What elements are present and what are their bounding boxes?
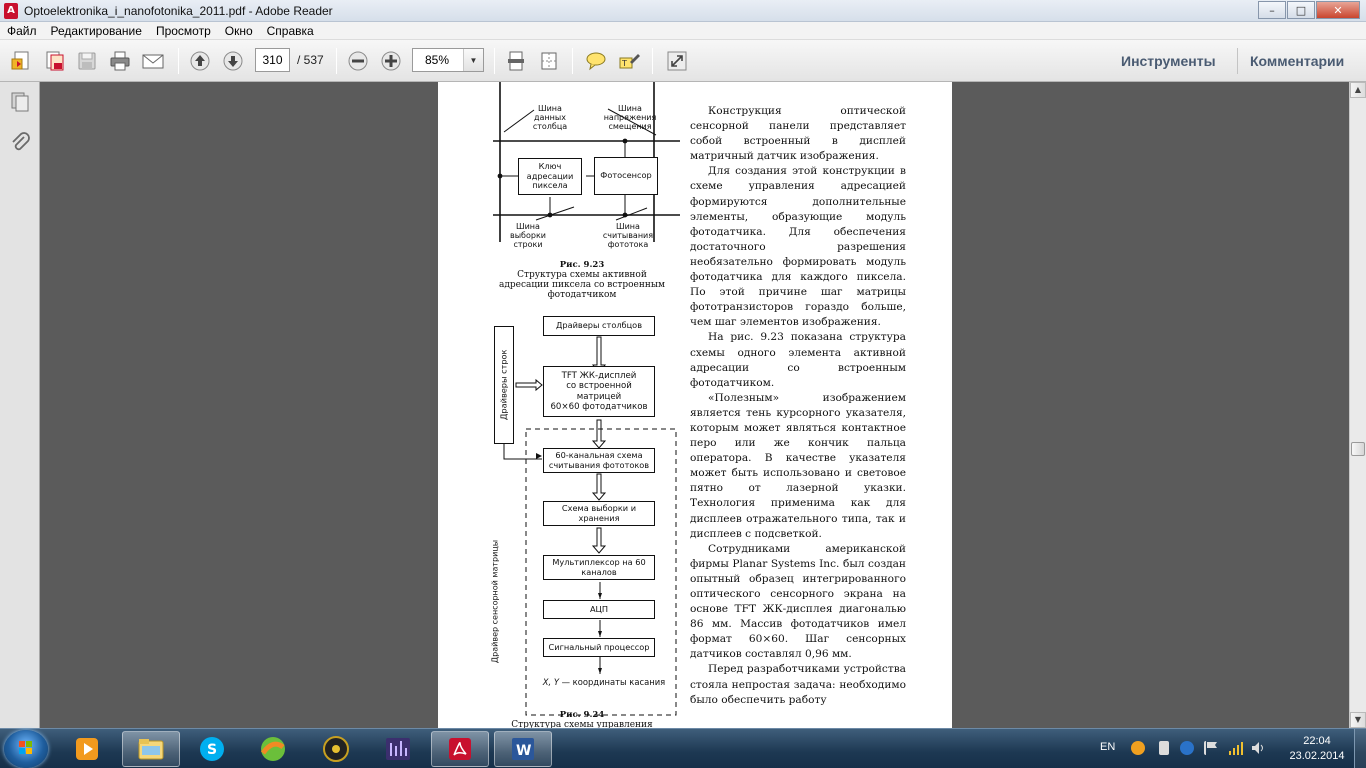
adc-block: АЦП [543, 600, 655, 619]
explorer-icon[interactable] [122, 731, 180, 767]
battery-icon[interactable] [1159, 741, 1169, 755]
photocurrent-read-bus-label: Шина считывания фототока [602, 222, 654, 249]
next-page-icon[interactable] [220, 49, 246, 73]
figure-caption-text: Структура схемы активной адресации пиксела со встроенным фотодатчиком [498, 270, 666, 300]
toolbar-separator [494, 48, 495, 74]
minimize-button[interactable]: – [1258, 1, 1286, 19]
vertical-scrollbar[interactable] [1349, 82, 1366, 728]
toolbar-separator [572, 48, 573, 74]
zoom-in-icon[interactable] [378, 49, 404, 73]
row-select-bus-label: Шина выборки строки [510, 222, 546, 249]
tools-pane-button[interactable]: Инструменты [1121, 53, 1216, 69]
pixel-address-key-block: Ключ адресации пиксела [518, 158, 582, 195]
bias-bus-label: Шина напряжения смещения [603, 104, 657, 131]
update-icon[interactable] [1180, 741, 1194, 755]
zoom-value: 85% [425, 53, 450, 67]
start-button[interactable] [4, 730, 48, 768]
figure-9-24-caption [494, 710, 670, 728]
figure-number: Рис. 9.23 [559, 260, 605, 270]
action-center-flag-icon[interactable] [1204, 741, 1218, 755]
menu-edit[interactable]: Редактирование [50, 23, 142, 38]
language-indicator[interactable]: EN [1100, 741, 1116, 753]
fit-width-icon[interactable] [536, 49, 562, 73]
show-desktop-button[interactable] [1354, 729, 1366, 768]
chevron-down-icon[interactable]: ▼ [463, 49, 483, 71]
adobe-reader-app-icon: A [4, 3, 18, 19]
toolbar-separator [336, 48, 337, 74]
email-icon[interactable] [140, 49, 166, 73]
paragraph: Для создания этой конструкции в схеме управления адресацией формируются дополнительные элементы, образующие модуль фотодатчика. Для обеспечения достаточного разрешения необязательно формировать модуль фотодатчика для каждого пиксела. По этой причине шаг матрицы фототранзисторов гораздо больше, чем шаг элементов изображения. [690, 165, 906, 329]
multiplexer-block: Мультиплексор на 60 каналов [543, 555, 655, 580]
navigation-pane [0, 82, 40, 728]
prev-page-icon[interactable] [187, 49, 213, 73]
page-thumbnails-icon[interactable] [9, 90, 31, 112]
svg-text:S: S [207, 742, 218, 758]
toolbar-separator [1237, 48, 1238, 74]
paragraph: Сотрудниками американской фирмы Planar Systems Inc. был создан опытный образец интегрированного оптического сенсорного экрана на основе TFT ЖК-дисплея диагональю 86 мм. Массив фотодатчиков имел формат 60×60. Шаг сенсорных датчиков составлял 0,96 мм. [690, 542, 906, 661]
data-bus-label: Шина данных столбца [532, 104, 568, 131]
word-icon[interactable] [494, 731, 552, 767]
signal-processor-block: Сигнальный процессор [543, 638, 655, 657]
clock-date: 23.02.2014 [1289, 750, 1345, 762]
full-screen-icon[interactable] [664, 49, 690, 73]
volume-icon[interactable] [1251, 741, 1265, 755]
pdf-page [438, 82, 952, 728]
paragraph: Конструкция оптической сенсорной панели представляет собой встроенный в дисплей матричный датчик изображения. [690, 105, 906, 163]
page-number-input[interactable]: 310 [255, 48, 290, 72]
menu-help[interactable]: Справка [266, 23, 314, 38]
menu-view[interactable]: Просмотр [155, 23, 211, 38]
title-bar [0, 0, 1366, 22]
paragraph: «Полезным» изображением является тень курсорного указателя, которым может являться контактное перо или же кончик пальца оператора. В качестве указателя может быть использовано и световое пятно от лазерной указки. Технология применима как для дисплеев отражательного типа, так и дисплеев с подсветкой. [690, 391, 906, 540]
page-total: / 537 [297, 53, 324, 67]
touch-coordinates-output-label: X, Y — координаты касания [542, 677, 666, 687]
equalizer-app-icon[interactable] [369, 731, 427, 767]
adobe-reader-icon[interactable] [431, 731, 489, 767]
document-view[interactable] [41, 82, 1349, 728]
figure-number: Рис. 9.24 [559, 710, 605, 720]
attachments-icon[interactable] [9, 132, 31, 154]
network-signal-icon[interactable] [1228, 741, 1242, 755]
photosensor-block: Фотосенсор [594, 157, 658, 195]
svg-text:T: T [622, 59, 627, 68]
paragraph: На рис. 9.23 показана структура схемы одного элемента активной адресации со встроенным фотодатчиком. [690, 331, 906, 389]
zoom-select[interactable] [412, 48, 484, 72]
maximize-button[interactable]: □ [1287, 1, 1315, 19]
system-clock[interactable] [1284, 734, 1350, 764]
windows-logo-icon [19, 741, 33, 755]
svg-text:W: W [516, 743, 532, 759]
create-pdf-icon[interactable] [8, 49, 34, 73]
media-player-icon[interactable] [58, 731, 116, 767]
menu-window[interactable]: Окно [224, 23, 253, 38]
highlight-icon[interactable] [616, 49, 642, 73]
print-icon[interactable] [107, 49, 133, 73]
menu-file[interactable]: Файл [7, 23, 37, 38]
comments-pane-button[interactable]: Комментарии [1250, 53, 1345, 69]
sensor-matrix-driver-label: Драйвер сенсорной матрицы [490, 539, 500, 664]
toolbar-separator [652, 48, 653, 74]
scroll-up-icon[interactable]: ▲ [1350, 82, 1366, 98]
tray-app-icon[interactable] [1131, 741, 1145, 755]
figure-caption-text: Структура схемы управления [511, 720, 653, 728]
column-drivers-block: Драйверы столбцов [543, 316, 655, 336]
readout-circuit-block: 60-канальная схема считывания фототоков [543, 448, 655, 473]
fit-page-icon[interactable] [503, 49, 529, 73]
window-title: Optoelektronika_i_nanofotonika_2011.pdf - Adobe Reader [24, 3, 333, 18]
audio-app-icon[interactable] [307, 731, 365, 767]
scroll-down-icon[interactable]: ▼ [1350, 712, 1366, 728]
window-controls [1257, 1, 1360, 19]
skype-icon[interactable] [183, 731, 241, 767]
row-drivers-block: Драйверы строк [494, 326, 514, 444]
comment-icon[interactable] [583, 49, 609, 73]
menu-bar [0, 22, 1366, 40]
figure-9-23-caption [494, 260, 670, 300]
combine-icon[interactable] [42, 49, 68, 73]
tft-display-block: TFT ЖК-дисплей со встроенной матрицей 60×60 фотодатчиков [543, 366, 655, 417]
color-app-icon[interactable] [244, 731, 302, 767]
zoom-out-icon[interactable] [345, 49, 371, 73]
toolbar-separator [178, 48, 179, 74]
scroll-thumb[interactable] [1351, 442, 1365, 456]
body-text-column [690, 104, 906, 708]
sample-hold-block: Схема выборки и хранения [543, 501, 655, 526]
save-icon[interactable] [74, 49, 100, 73]
paragraph: Перед разработчиками устройства стояла непростая задача: необходимо было обеспечить работу [690, 663, 906, 706]
taskbar [0, 728, 1366, 768]
close-button[interactable]: ✕ [1316, 1, 1360, 19]
clock-time: 22:04 [1303, 735, 1331, 747]
